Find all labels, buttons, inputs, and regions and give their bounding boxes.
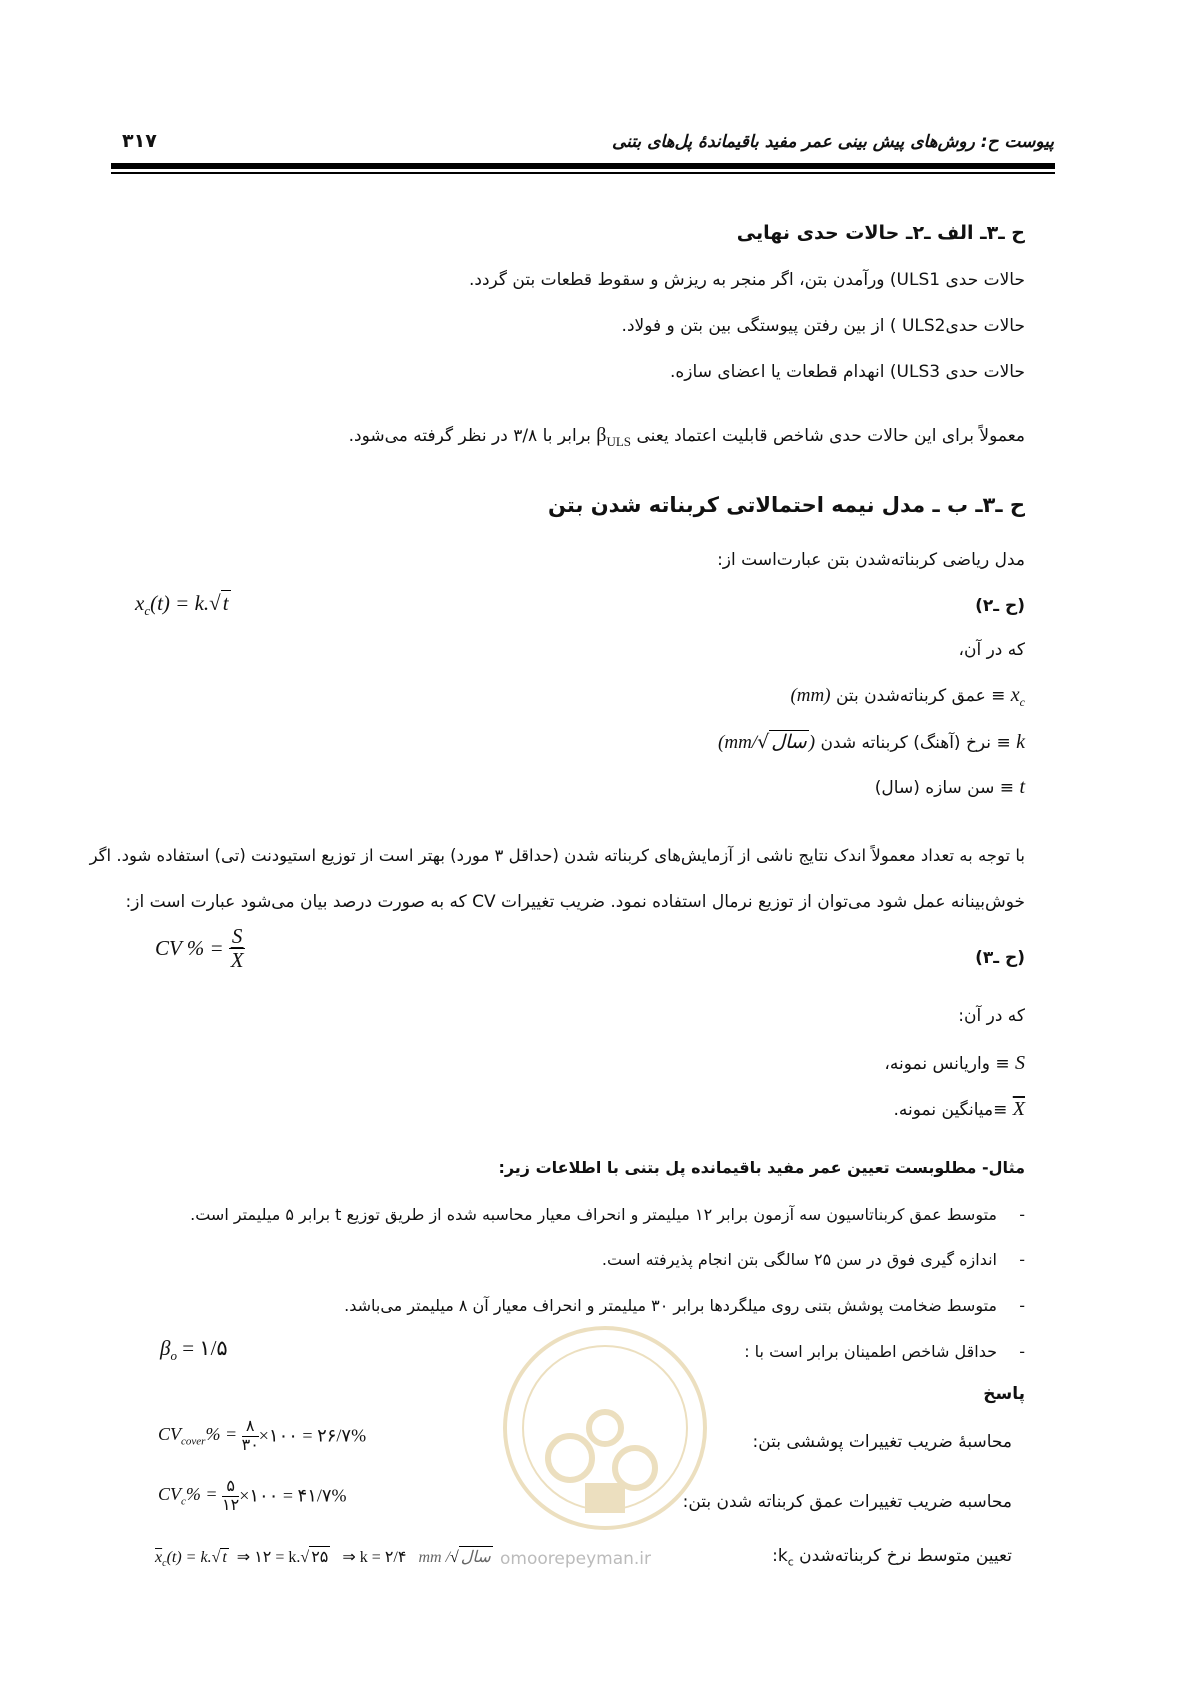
bullet-dash-1: -	[1019, 1205, 1025, 1224]
note-after: برابر با ۳/۸ در نظر گرفته می‌شود.	[348, 426, 591, 446]
beta-uls-symbol: $\beta_{ULS}$	[596, 424, 632, 449]
equation-number-3: (ح ـ۳)	[975, 948, 1025, 968]
cover-cv-label: محاسبهٔ ضریب تغییرات پوششی بتن:	[752, 1432, 1012, 1452]
page-number: ۳۱۷	[122, 130, 157, 152]
mean-rate-equation: $\overline{x}_c(t) = k.√$ t ⇒ ۱۲ = k.√ ۲۵ ⇒ k = ۲/۴ mm /√ سال	[155, 1546, 493, 1569]
running-header-title: پیوست ح: روش‌های پیش بینی عمر مفید باقیماندهٔ پل‌های بتنی	[612, 132, 1054, 152]
mean-rate-label: تعیین متوسط نرخ کربناته‌شدن $k_c$:	[772, 1546, 1012, 1569]
carbonation-cv-equation: $CV_c\%$ = $\frac{۵}{۱۲}$ ×۱۰۰ = ۴۱/۷%	[158, 1478, 347, 1514]
definition-s: S ≡ واریانس نمونه،	[884, 1052, 1025, 1074]
xc-symbol: $x_c$	[1010, 684, 1025, 709]
section-heading-carbonation-model: ح ـ۳ـ ب ـ مدل نیمه احتمالاتی کربناته شدن بتن	[548, 493, 1025, 517]
header-rule-thin	[111, 172, 1055, 174]
bullet-item-3: متوسط ضخامت پوشش بتنی روی میلگردها برابر ۳۰ میلیمتر و انحراف معیار آن ۸ میلیمتر می‌باشد.	[344, 1296, 997, 1315]
definition-k: k ≡ نرخ (آهنگ) کربناته شدن (mm/√ سال )	[718, 731, 1025, 753]
paragraph-line-2: خوش‌بینانه عمل شود می‌توان از توزیع نرمال استفاده نمود. ضریب تغییرات CV که به صورت درصد بیان می‌شود عبارت است از:	[125, 892, 1025, 912]
reliability-index-note	[349, 424, 1025, 450]
equation-number-2: (ح ـ۲)	[975, 596, 1025, 616]
k-unit: (mm/√ سال )	[718, 731, 816, 753]
bullet-dash-2: -	[1019, 1250, 1025, 1269]
carbonation-cv-label: محاسبه ضریب تغییرات عمق کربناته شدن بتن:	[682, 1492, 1012, 1512]
model-intro: مدل ریاضی کربناته‌شدن بتن عبارت‌است از:	[717, 550, 1025, 570]
bullet-dash-4: -	[1019, 1342, 1025, 1361]
definition-t: t ≡ سن سازه (سال)	[874, 776, 1025, 798]
uls3-line: حالات حدی ULS3) انهدام قطعات یا اعضای سازه.	[670, 362, 1025, 382]
definition-x-bar: X ≡میانگین نمونه.	[893, 1098, 1025, 1120]
definition-xc: $x_c$ ≡ عمق کربناته‌شدن بتن (mm)	[790, 684, 1025, 709]
note-before: معمولاً برای این حالات حدی شاخص قابلیت اعتماد یعنی	[636, 426, 1025, 446]
beta-minimum-equation: $\beta_o$ = ۱/۵	[160, 1336, 228, 1364]
cover-cv-equation: $CV_{cover}\%$ = $\frac{۸}{۳۰}$ ×۱۰۰ = ۲۶/۷%	[158, 1418, 367, 1454]
equation-cv: CV % = $\frac{S}{X}$	[155, 924, 244, 973]
where-label-1: که در آن،	[958, 640, 1025, 660]
bullet-item-1: متوسط عمق کربناتاسیون سه آزمون برابر ۱۲ میلیمتر و انحراف معیار محاسبه شده از طریق توزیع t برابر ۵ میلیمتر است.	[190, 1205, 997, 1224]
answer-title: پاسخ	[983, 1384, 1025, 1404]
bullet-dash-3: -	[1019, 1296, 1025, 1315]
equation-carbonation-depth: $x_c(t) = k.√t$	[135, 591, 229, 619]
section-heading-ultimate-limit-states: ح ـ۳ـ الف ـ۲ـ حالات حدی نهایی	[736, 222, 1025, 244]
watermark-url: omoorepeyman.ir	[500, 1549, 652, 1569]
uls2-line: حالات حدیULS2 ) از بین رفتن پیوستگی بین بتن و فولاد.	[621, 316, 1025, 336]
example-title: مثال- مطلوبست تعیین عمر مفید باقیمانده پل بتنی با اطلاعات زیر:	[498, 1158, 1025, 1177]
header-rule-thick	[111, 163, 1055, 169]
where-label-2: که در آن:	[958, 1006, 1025, 1026]
watermark-logo	[490, 1318, 720, 1538]
uls1-line: حالات حدی ULS1) ورآمدن بتن، اگر منجر به ریزش و سقوط قطعات بتن گردد.	[468, 270, 1025, 290]
bullet-item-2: اندازه گیری فوق در سن ۲۵ سالگی بتن انجام پذیرفته است.	[601, 1250, 997, 1269]
bullet-item-4: حداقل شاخص اطمینان برابر است با :	[744, 1342, 997, 1361]
paragraph-line-1: با توجه به تعداد معمولاً اندک نتایج ناشی از آزمایش‌های کربناته شدن (حداقل ۳ مورد) بهتر است از توزیع استیودنت (تی) استفاده شود. اگر	[89, 846, 1025, 865]
